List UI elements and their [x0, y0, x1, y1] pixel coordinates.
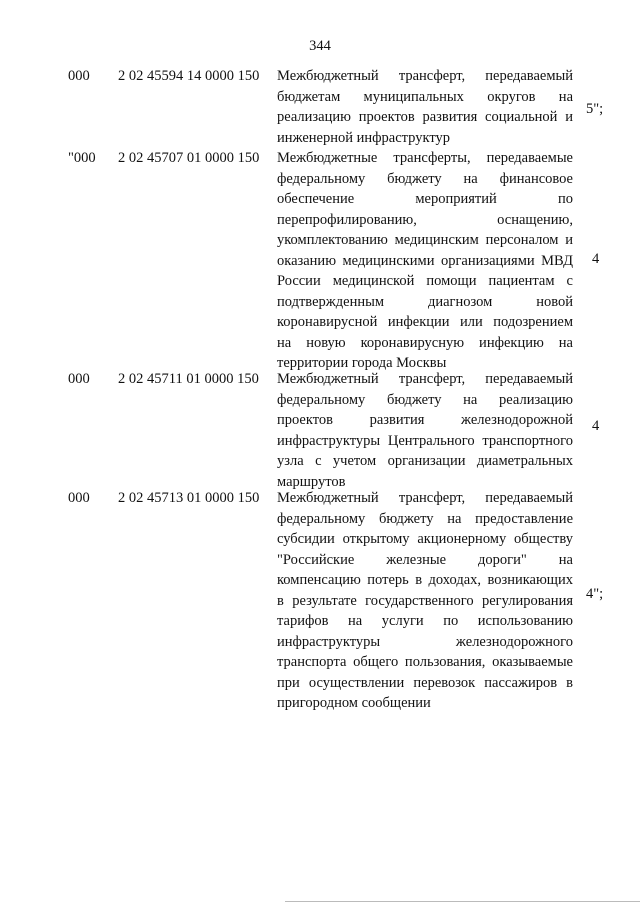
code-admin: 000 — [68, 490, 90, 506]
description-line: при осуществлении перевозок пассажиров в — [277, 674, 573, 691]
description-line: на новую коронавирусную инфекцию на — [277, 334, 573, 351]
page-number: 344 — [309, 38, 331, 54]
description-line: маршрутов — [277, 473, 346, 490]
code-admin: 000 — [68, 68, 90, 84]
description-line: федеральному бюджету на реализацию — [277, 391, 573, 408]
description-line: Межбюджетные трансферты, передаваемые — [277, 150, 573, 166]
description-line: Межбюджетный трансферт, передаваемый — [277, 371, 573, 387]
standard-value: 5"; — [586, 101, 604, 117]
standard-value: 4 — [592, 251, 600, 267]
description-line: перепрофилированию, оснащению, — [277, 211, 573, 228]
code-admin: 000 — [68, 371, 90, 387]
description — [277, 148, 573, 374]
description-line: оказанию медицинскими организациями МВД — [277, 252, 573, 269]
description-line: транспорта общего пользования, оказываемые — [277, 654, 573, 670]
description-line: коронавирусной инфекции или подозрением — [277, 314, 573, 330]
description-line: тарифов на услуги по использованию — [277, 613, 573, 629]
description-line: укомплектованию медицинским персоналом и — [277, 232, 573, 248]
description-line: инженерной инфраструктур — [277, 129, 450, 146]
description-line: территории города Москвы — [277, 355, 447, 371]
description-line: пригородном сообщении — [277, 695, 431, 711]
description-line: "Российские железные дороги" на — [277, 551, 573, 568]
description-line: субсидии открытому акционерному обществу — [277, 531, 573, 547]
description-line: Межбюджетный трансферт, передаваемый — [277, 490, 573, 506]
budget-classification-code: 2 02 45707 01 0000 150 — [118, 150, 260, 166]
page-edge-line — [285, 901, 640, 902]
description — [277, 488, 573, 714]
description-line: бюджетам муниципальных округов на — [277, 88, 573, 105]
description-line: федеральному бюджету на предоставление — [277, 510, 573, 527]
description-line: компенсацию потерь в доходах, возникающих — [277, 572, 573, 588]
code-admin: "000 — [68, 150, 96, 166]
budget-classification-code: 2 02 45594 14 0000 150 — [118, 68, 260, 84]
description-line: Межбюджетный трансферт, передаваемый — [277, 68, 573, 84]
description — [277, 66, 573, 148]
description-line: обеспечение мероприятий по — [277, 191, 573, 207]
standard-value: 4 — [592, 418, 600, 434]
description-line: узла с учетом организации диаметральных — [277, 453, 573, 469]
standard-value: 4"; — [586, 586, 604, 602]
description-line: реализацию проектов развития социальной и — [277, 109, 573, 125]
description-line: России медицинской помощи пациентам с — [277, 273, 573, 289]
description-line: проектов развития железнодорожной — [277, 412, 573, 428]
description-line: федеральному бюджету на финансовое — [277, 170, 573, 187]
description-line: инфраструктуры Центрального транспортного — [277, 432, 573, 449]
description — [277, 369, 573, 492]
budget-classification-code: 2 02 45713 01 0000 150 — [118, 490, 260, 506]
description-line: в результате государственного регулирования — [277, 592, 573, 609]
description-line: подтвержденным диагнозом новой — [277, 293, 573, 310]
description-line: инфраструктуры железнодорожного — [277, 633, 573, 650]
budget-classification-code: 2 02 45711 01 0000 150 — [118, 371, 259, 387]
